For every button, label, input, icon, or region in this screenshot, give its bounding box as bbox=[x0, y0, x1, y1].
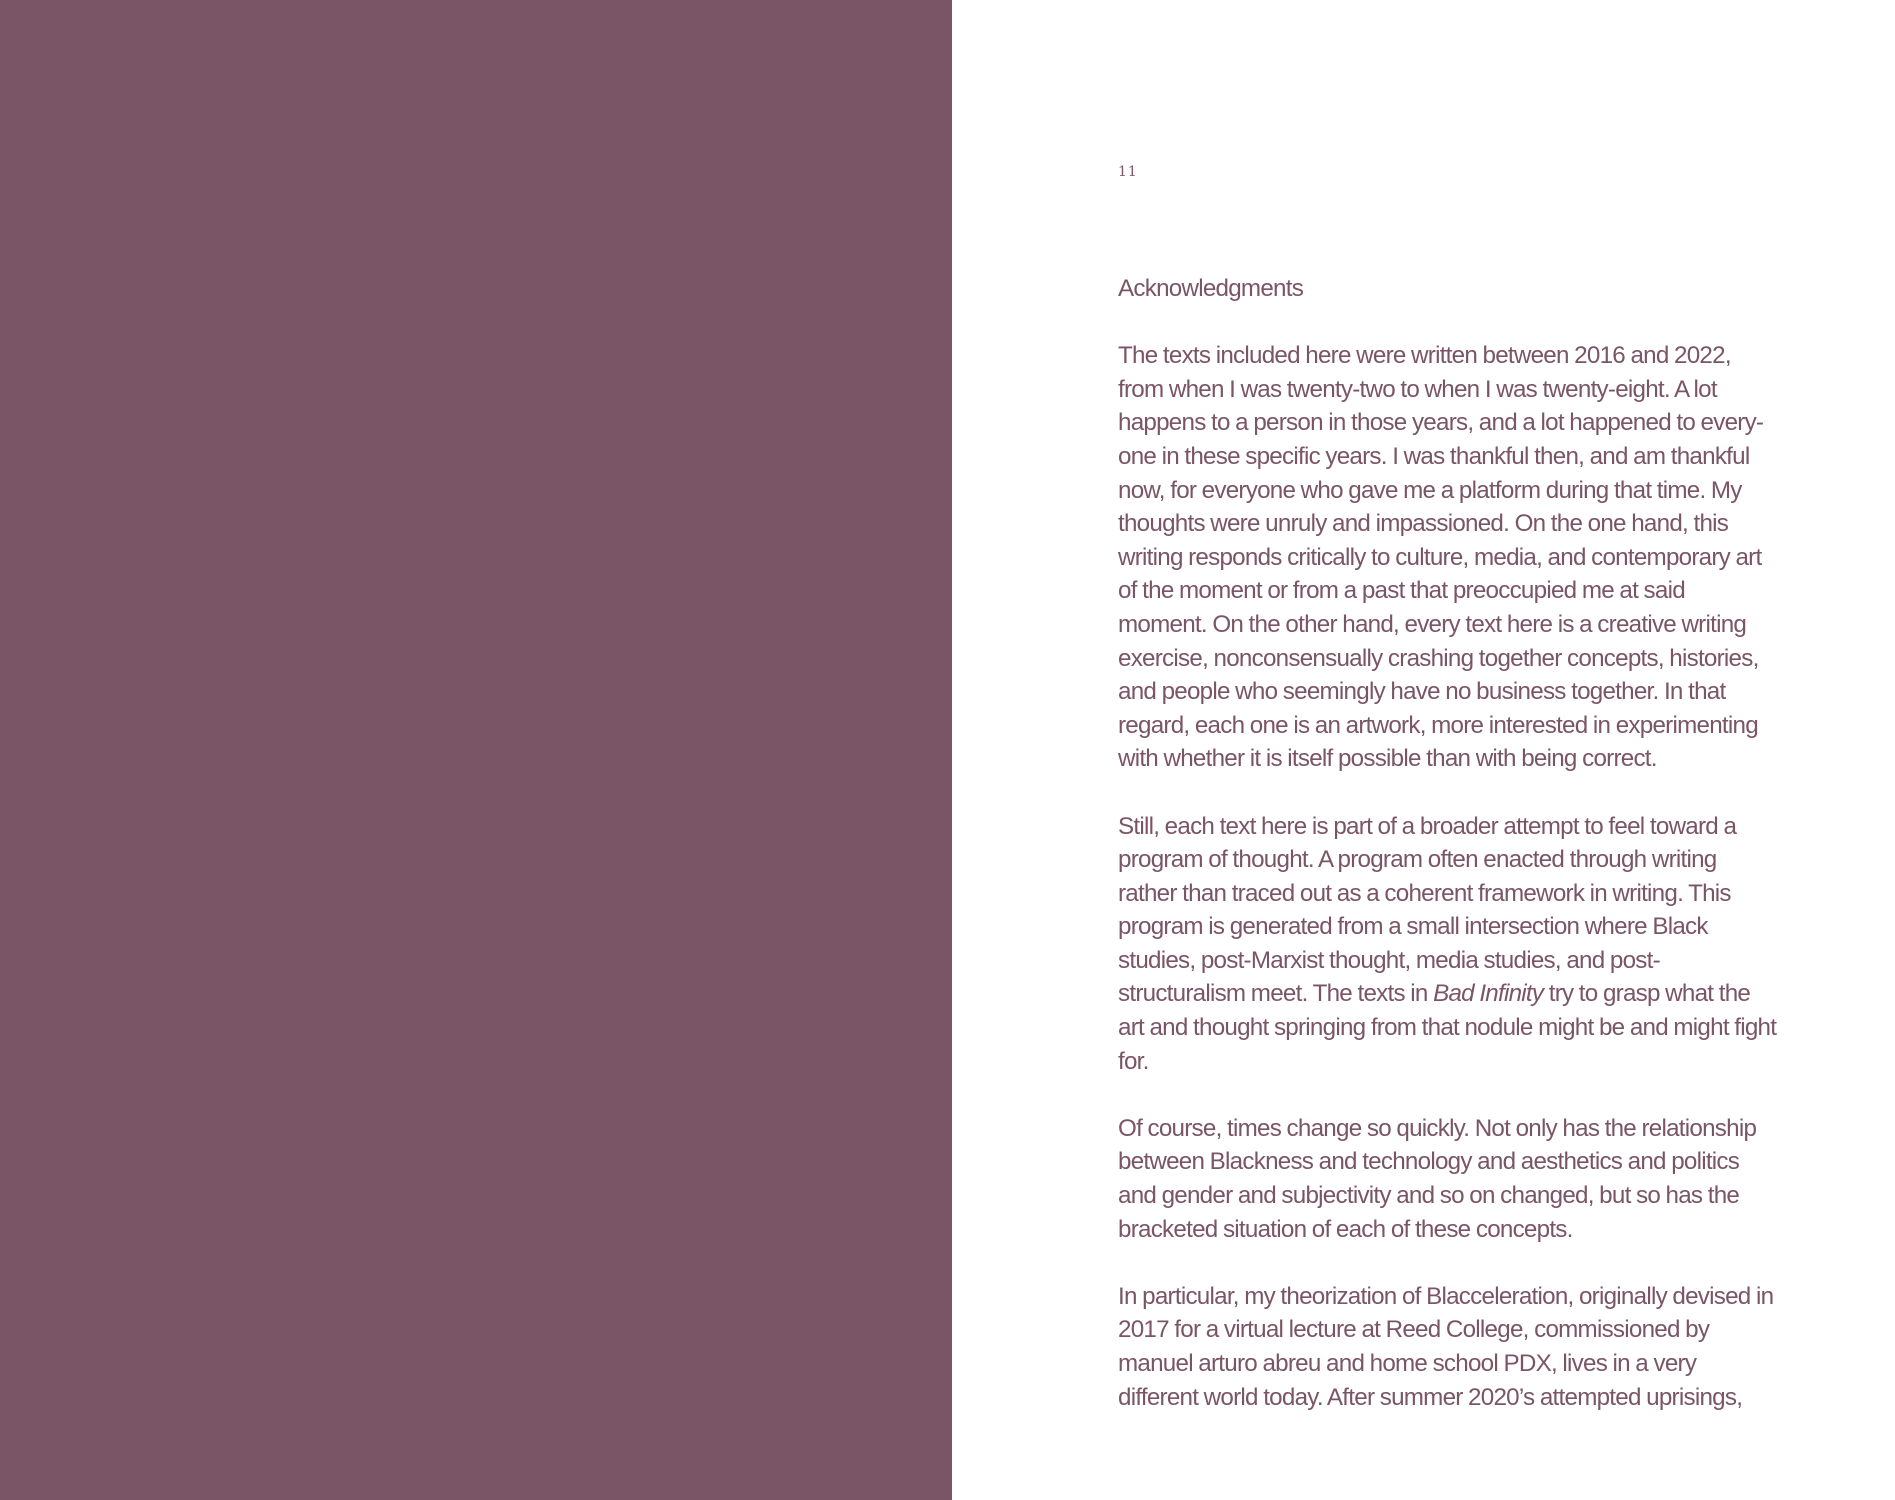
book-title: Bad Infinity bbox=[1433, 980, 1544, 1008]
paragraph-2 bbox=[1118, 810, 1778, 1079]
paragraph-4: In particular, my theorization of Blacceleration, originally devised in 2017 for a virtual lecture at Reed College, commissioned by manuel arturo abreu and home school PDX, lives in a very different world today. After summer 2020’s attempted uprisings, bbox=[1118, 1282, 1774, 1411]
paragraph-1: The texts included here were written between 2016 and 2022, from when I was twenty-two to when I was twenty-eight. A lot happens to a person in those years, and a lot happened to every-one in these specific years. I was thankful then, and am thankful now, for everyone who gave me a platform during that time. My thoughts were unruly and impassioned. On the one hand, this writing responds critically to culture, media, and contemporary art of the moment or from a past that preoccupied me at said moment. On the other hand, every text here is a creative writing exercise, nonconsensually crashing together concepts, histories, and people who seemingly have no business together. In that regard, each one is an artwork, more interested in experimenting with whether it is itself possible than with being correct. bbox=[1118, 342, 1764, 773]
paragraph-2-text-end: try to grasp what the art and thought springing from that nodule might be and might fight for. bbox=[1118, 980, 1777, 1075]
paragraph-3: Of course, times change so quickly. Not only has the relationship between Blackness and technology and aesthetics and politics and gender and subjectivity and so on changed, but so has the bracketed situation of each of these concepts. bbox=[1118, 1114, 1757, 1243]
page-number: 11 bbox=[1118, 164, 1138, 180]
section-heading: Acknowledgments bbox=[1118, 275, 1304, 302]
body-text bbox=[1118, 272, 1778, 1414]
paragraph-2-text-start: Still, each text here is part of a broader attempt to feel toward a program of thought. A program often enacted through writing rather than traced out as a coherent framework in writing. This program is generated from a small intersection where Black studies, post-Marxist thought, media studies, and post-structuralism meet. The texts in bbox=[1118, 812, 1737, 1008]
